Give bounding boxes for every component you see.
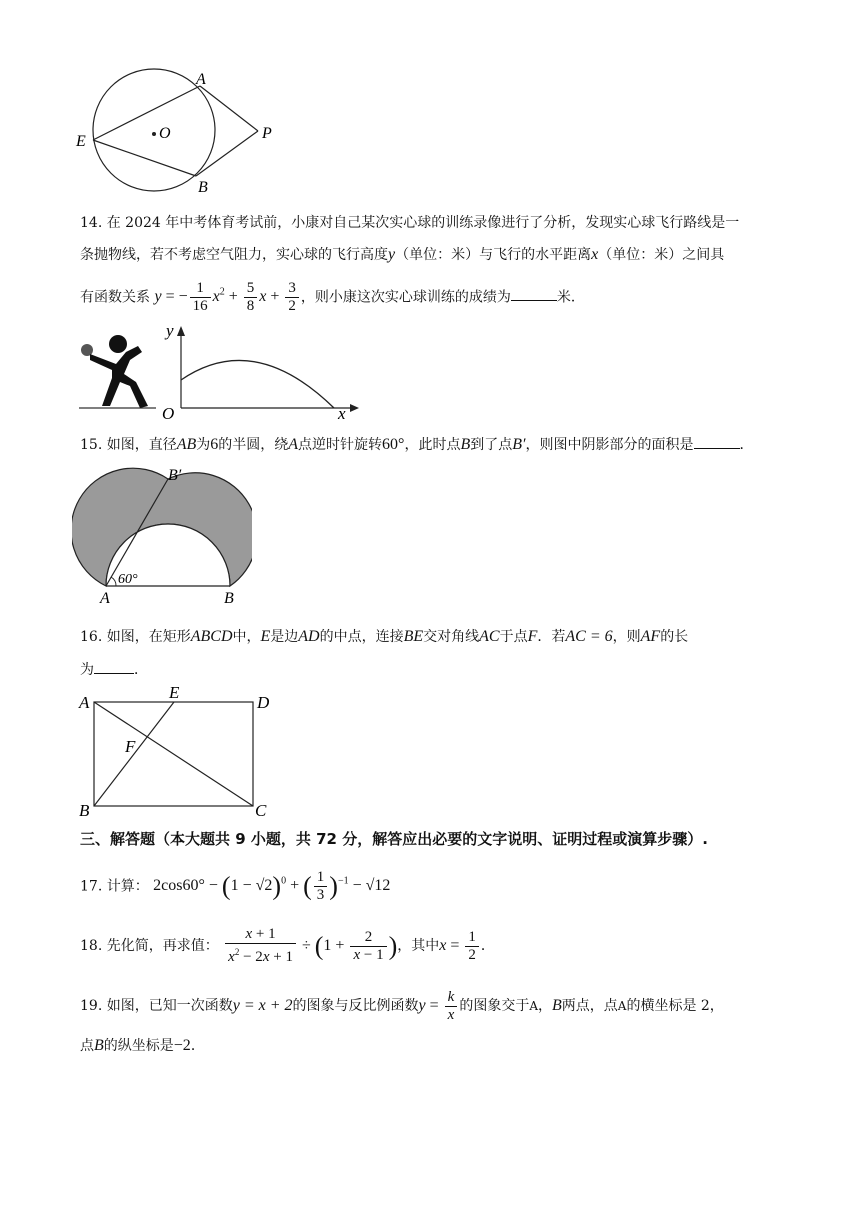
rectangle-figure bbox=[74, 684, 284, 820]
label-O: O bbox=[159, 125, 171, 142]
section-three-heading: 三、解答题（本大题共 9 小题，共 72 分，解答应出必要的文字说明、证明过程或演算步骤）. bbox=[80, 830, 708, 848]
q14-line1: 14. 在 2024 年中考体育考试前，小康对自己某次实心球的训练录像进行了分析，发现实心球飞行路线是一 bbox=[80, 215, 740, 231]
axis-x-label: x bbox=[338, 404, 346, 420]
label-B: B bbox=[198, 179, 208, 196]
q16-answer-blank bbox=[94, 659, 134, 674]
q15-line: 15. 如图，直径AB为6的半圆，绕A点逆时针旋转60°，此时点B到了点B′，则图中阴影部分的面积是 ． bbox=[80, 436, 754, 453]
label-Bprime: B′ bbox=[168, 467, 182, 484]
label-B: B bbox=[224, 590, 234, 607]
label-P: P bbox=[262, 125, 272, 142]
label-C: C bbox=[255, 801, 267, 820]
q17-line: 17. 计算： $2\cos 60^\circ - (1 - √2)^0$ + ( $\frac{1}{3}$ )$^{-1}$ − √12 bbox=[80, 869, 391, 904]
parabola-figure bbox=[76, 322, 366, 420]
rotated-semicircle-figure bbox=[72, 466, 252, 608]
label-A: A bbox=[79, 693, 90, 712]
q16-line1: 16. 如图，在矩形ABCD中，E是边AD的中点，连接BE交对角线AC于点F．若AC = 6，则AF的长 bbox=[80, 628, 689, 645]
circle-tangent-figure bbox=[70, 68, 290, 198]
label-A: A bbox=[100, 590, 110, 607]
label-E: E bbox=[76, 133, 86, 150]
q14-line2: 条抛物线，若不考虑空气阻力，实心球的飞行高度y（单位：米）与飞行的水平距离x（单位：米）之间具 bbox=[80, 246, 725, 263]
label-F: F bbox=[125, 737, 136, 756]
angle-label: 60° bbox=[118, 572, 138, 587]
label-D: D bbox=[257, 693, 270, 712]
q14-line3: 有函数关系 y = − $\frac{1}{16}$ $x^2$ + $\frac{5}{8}$ x + $\frac{3}{2}$ ，则小康这次实心球训练的成绩为 米． bbox=[80, 280, 585, 315]
label-B: B bbox=[79, 801, 90, 820]
q18-line: 18. 先化简，再求值： $\frac{x + 1}{x^2 - 2x + 1}$ ÷ (1 + $\frac{2}{x - 1}$ )，其中x = $\frac{1}{2}$ ． bbox=[80, 926, 495, 966]
q16-line2: 为 ． bbox=[80, 659, 148, 680]
q14-formula: y = − $\frac{1}{16}$ $x^2$ + $\frac{5}{8}$ x + $\frac{3}{2}$ bbox=[154, 288, 300, 305]
q14-answer-blank bbox=[511, 286, 557, 301]
origin-label: O bbox=[162, 404, 175, 420]
label-E: E bbox=[169, 684, 180, 702]
q19-line2: 点B的纵坐标是−2． bbox=[80, 1037, 205, 1054]
label-A: A bbox=[196, 71, 206, 88]
q17-formula: $2\cos 60^\circ - (1 - √2)^0$ + ( $\frac{1}{3}$ )$^{-1}$ − √12 bbox=[153, 869, 391, 904]
q19-line1: 19. 如图，已知一次函数y = x + 2的图象与反比例函数y = $\frac{k}{x}$ 的图象交于A，B两点，点A的横坐标是 2， bbox=[80, 988, 724, 1023]
q18-formula: $\frac{x + 1}{x^2 - 2x + 1}$ ÷ (1 + $\frac{2}{x - 1}$ ) bbox=[223, 937, 397, 954]
q15-answer-blank bbox=[694, 434, 740, 449]
axis-y-label: y bbox=[166, 322, 174, 340]
